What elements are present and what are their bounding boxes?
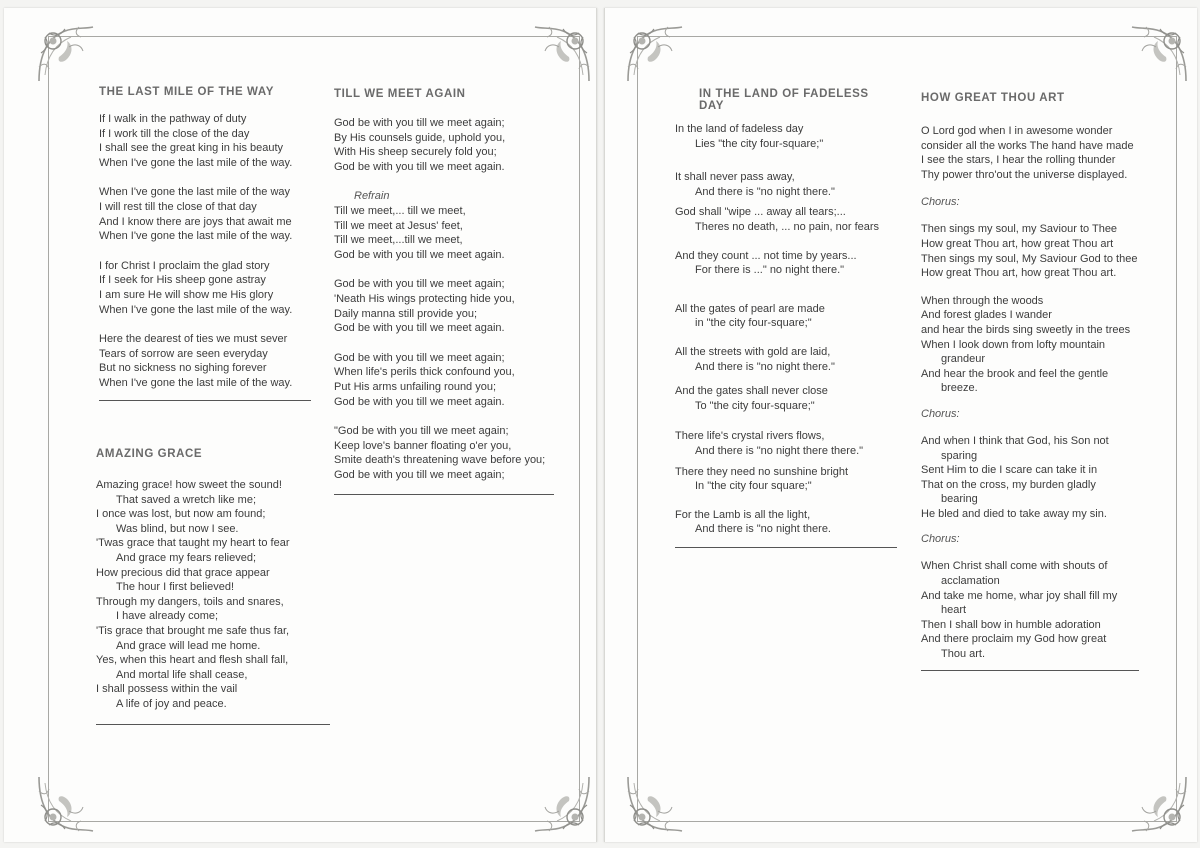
right-page	[604, 8, 1197, 842]
lyric-line: And forest glades I wander	[921, 309, 1052, 322]
corner-ornament-icon	[1128, 23, 1190, 85]
lyric-line: When I've gone the last mile of the way.	[99, 303, 293, 316]
lyric-line: When through the woods	[921, 294, 1044, 307]
lyric-line: I once was lost, but now am found;	[96, 508, 266, 521]
corner-ornament-icon	[1128, 773, 1190, 835]
lyric-line: Thou art.	[941, 648, 986, 661]
lyric-line: Thy power thro'out the universe displayed.	[921, 168, 1128, 181]
lyric-line: When life's perils thick confound you,	[334, 366, 515, 379]
lyric-line: When I've gone the last mile of the way	[99, 186, 291, 199]
divider	[99, 400, 311, 401]
lyric-line: Till we meet at Jesus' feet,	[334, 219, 463, 232]
stanza	[99, 185, 311, 243]
lyric-line: 'Neath His wings protecting hide you,	[334, 292, 515, 305]
corner-ornament-icon	[531, 23, 593, 85]
stanza	[334, 351, 554, 409]
stanza	[675, 508, 897, 537]
lyric-line: In "the city four square;"	[695, 480, 812, 493]
lyric-line: Put His arms unfailing round you;	[334, 380, 497, 393]
lyric-line: breeze.	[941, 382, 978, 395]
lyric-line: He bled and died to take away my sin.	[921, 507, 1107, 520]
song-title: TILL WE MEET AGAIN	[334, 88, 466, 100]
lyric-line: Tears of sorrow are seen everyday	[99, 347, 268, 360]
lyric-line: And there is "no night there."	[695, 360, 835, 373]
stanza	[675, 465, 897, 494]
lyric-line: God be with you till we meet again;	[334, 468, 505, 481]
lyric-line: O Lord god when I in awesome wonder	[921, 125, 1113, 137]
stanza	[675, 302, 897, 331]
lyric-line: Till we meet,... till we meet,	[334, 204, 466, 217]
song-fadeless-day	[675, 88, 897, 548]
lyric-line: Till we meet,...till we meet,	[334, 234, 463, 247]
lyric-line: When Christ shall come with shouts of	[921, 560, 1108, 573]
stanza	[921, 559, 1139, 661]
lyric-line: But no sickness no sighing forever	[99, 362, 267, 375]
corner-ornament-icon	[624, 23, 686, 85]
lyric-line: How great Thou art, how great Thou art.	[921, 267, 1117, 280]
lyric-line: It shall never pass away,	[675, 171, 795, 184]
refrain	[334, 189, 554, 262]
lyric-line: All the streets with gold are laid,	[675, 345, 831, 358]
lyric-line: I for Christ I proclaim the glad story	[99, 259, 270, 272]
lyric-line: God be with you till we meet again.	[334, 322, 505, 335]
corner-ornament-icon	[35, 773, 97, 835]
stanza	[675, 205, 897, 234]
lyric-line: All the gates of pearl are made	[675, 302, 825, 315]
stanza	[675, 122, 897, 151]
lyric-line: I have already come;	[116, 610, 219, 623]
stanza	[921, 294, 1139, 396]
lyric-line: If I seek for His sheep gone astray	[99, 274, 266, 287]
lyric-line: I am sure He will show me His glory	[99, 288, 274, 301]
lyric-line: Here the dearest of ties we must sever	[99, 333, 288, 346]
lyric-line: And grace my fears relieved;	[116, 551, 257, 564]
stanza	[921, 434, 1139, 522]
lyric-line: God shall "wipe ... away all tears;...	[675, 206, 846, 219]
chorus-label: Chorus:	[921, 407, 960, 420]
lyric-line: If I work till the close of the day	[99, 127, 250, 140]
lyric-line: And there is "no night there."	[695, 185, 835, 198]
lyric-line: And there is "no night there there."	[695, 444, 864, 457]
lyric-line: And there is "no night there.	[695, 523, 831, 536]
lyric-line: For there is ..." no night there."	[695, 264, 845, 277]
lyric-line: When I look down from lofty mountain	[921, 338, 1106, 351]
divider	[921, 670, 1139, 671]
lyric-line: When I've gone the last mile of the way.	[99, 376, 293, 389]
stanza	[334, 116, 554, 174]
lyric-line: And mortal life shall cease,	[116, 668, 248, 681]
lyric-line: Daily manna still provide you;	[334, 307, 478, 320]
lyric-line: Yes, when this heart and flesh shall fall,	[96, 654, 289, 667]
lyric-line: A life of joy and peace.	[116, 697, 227, 710]
lyric-line: When I've gone the last mile of the way.	[99, 156, 293, 169]
stanza	[675, 170, 897, 199]
lyric-line: "God be with you till we meet again;	[334, 425, 509, 438]
lyric-line: That saved a wretch like me;	[116, 493, 257, 506]
song-title: IN THE LAND OF FADELESS DAY	[699, 88, 869, 112]
lyric-line: bearing	[941, 493, 978, 506]
lyric-line: Then sings my soul, My Saviour God to thee	[921, 252, 1138, 265]
refrain-label: Refrain	[354, 190, 390, 203]
stanza	[675, 384, 897, 413]
chorus-label: Chorus:	[921, 196, 960, 209]
lyric-line: And when I think that God, his Son not	[921, 434, 1109, 447]
divider	[334, 494, 554, 495]
lyric-line: God be with you till we meet again.	[334, 160, 505, 173]
lyric-line: Through my dangers, toils and snares,	[96, 595, 284, 608]
lyric-line: With His sheep securely fold you;	[334, 146, 497, 159]
lyric-line: When I've gone the last mile of the way.	[99, 230, 293, 243]
lyric-line: Amazing grace! how sweet the sound!	[96, 479, 282, 491]
stanza	[334, 424, 554, 482]
lyric-line: God be with you till we meet again.	[334, 395, 505, 408]
song-title: AMAZING GRACE	[96, 448, 203, 460]
lyric-line: Theres no death, ... no pain, nor fears	[695, 220, 880, 233]
lyric-line: That on the cross, my burden gladly	[921, 478, 1096, 491]
stanza	[675, 345, 897, 374]
lyric-line: I will rest till the close of that day	[99, 200, 257, 213]
lyric-line: For the Lamb is all the light,	[675, 508, 811, 521]
lyric-line: And the gates shall never close	[675, 385, 828, 398]
lyric-line: And hear the brook and feel the gentle	[921, 367, 1109, 380]
stanza	[99, 112, 311, 170]
lyric-line: consider all the works The hand have made	[921, 139, 1134, 152]
lyric-line: Sent Him to die I scare can take it in	[921, 464, 1098, 477]
lyric-line: And take me home, whar joy shall fill my	[921, 589, 1118, 602]
left-page	[4, 8, 597, 842]
lyric-line: God be with you till we meet again;	[334, 351, 505, 364]
stanza	[334, 277, 554, 335]
lyric-line: Then I shall bow in humble adoration	[921, 618, 1101, 631]
lyric-line: 'Tis grace that brought me safe thus far,	[96, 624, 290, 637]
divider	[96, 724, 330, 725]
stanza	[675, 429, 897, 458]
lyric-line: The hour I first believed!	[116, 581, 235, 594]
song-last-mile	[99, 86, 311, 401]
corner-ornament-icon	[624, 773, 686, 835]
lyric-line: Keep love's banner floating o'er you,	[334, 439, 512, 452]
lyric-line: heart	[941, 604, 967, 617]
chorus	[921, 222, 1139, 280]
lyric-line: God be with you till we meet again.	[334, 248, 505, 261]
stanza	[99, 332, 311, 390]
lyric-line: sparing	[941, 449, 978, 462]
lyric-line: And they count ... not time by years...	[675, 249, 857, 262]
lyric-line: Was blind, but now I see.	[116, 522, 239, 535]
lyric-line: in "the city four-square;"	[695, 317, 812, 330]
lyric-line: And grace will lead me home.	[116, 639, 261, 652]
lyric-line: 'Twas grace that taught my heart to fear	[96, 537, 290, 550]
lyric-line: How great Thou art, how great Thou art	[921, 237, 1114, 250]
stanza	[99, 259, 311, 317]
lyric-line: And there proclaim my God how great	[921, 633, 1107, 646]
corner-ornament-icon	[531, 773, 593, 835]
song-till-we-meet-again	[334, 88, 554, 495]
lyric-line: God be with you till we meet again;	[334, 117, 505, 129]
lyric-line: I shall see the great king in his beauty	[99, 142, 284, 155]
lyric-line: In the land of fadeless day	[675, 123, 804, 135]
lyric-line: Smite death's threatening wave before you;	[334, 454, 546, 467]
lyric-line: By His counsels guide, uphold you,	[334, 131, 506, 144]
lyric-line: To "the city four-square;"	[695, 399, 815, 412]
lyric-line: acclamation	[941, 575, 1000, 588]
lyric-line: There life's crystal rivers flows,	[675, 430, 825, 443]
lyric-line: and hear the birds sing sweetly in the trees	[921, 323, 1131, 336]
lyric-line: grandeur	[941, 353, 986, 366]
chorus-label: Chorus:	[921, 533, 960, 546]
lyric-line: I shall possess within the vail	[96, 683, 238, 696]
song-title: HOW GREAT THOU ART	[921, 92, 1065, 104]
stanza	[675, 249, 897, 278]
lyric-line: God be with you till we meet again;	[334, 278, 505, 291]
lyric-line: I see the stars, I hear the rolling thunder	[921, 154, 1116, 167]
stanza	[921, 124, 1139, 182]
lyric-line: How precious did that grace appear	[96, 566, 270, 579]
lyric-line: There they need no sunshine bright	[675, 465, 849, 478]
divider	[675, 547, 897, 548]
lyric-line: Then sings my soul, my Saviour to Thee	[921, 223, 1118, 236]
song-how-great-thou-art	[921, 92, 1139, 671]
song-title: THE LAST MILE OF THE WAY	[99, 86, 274, 98]
lyric-line: And I know there are joys that await me	[99, 215, 292, 228]
lyric-line: Lies "the city four-square;"	[695, 137, 824, 150]
corner-ornament-icon	[35, 23, 97, 85]
lyric-line: If I walk in the pathway of duty	[99, 113, 247, 125]
song-amazing-grace	[96, 448, 330, 725]
